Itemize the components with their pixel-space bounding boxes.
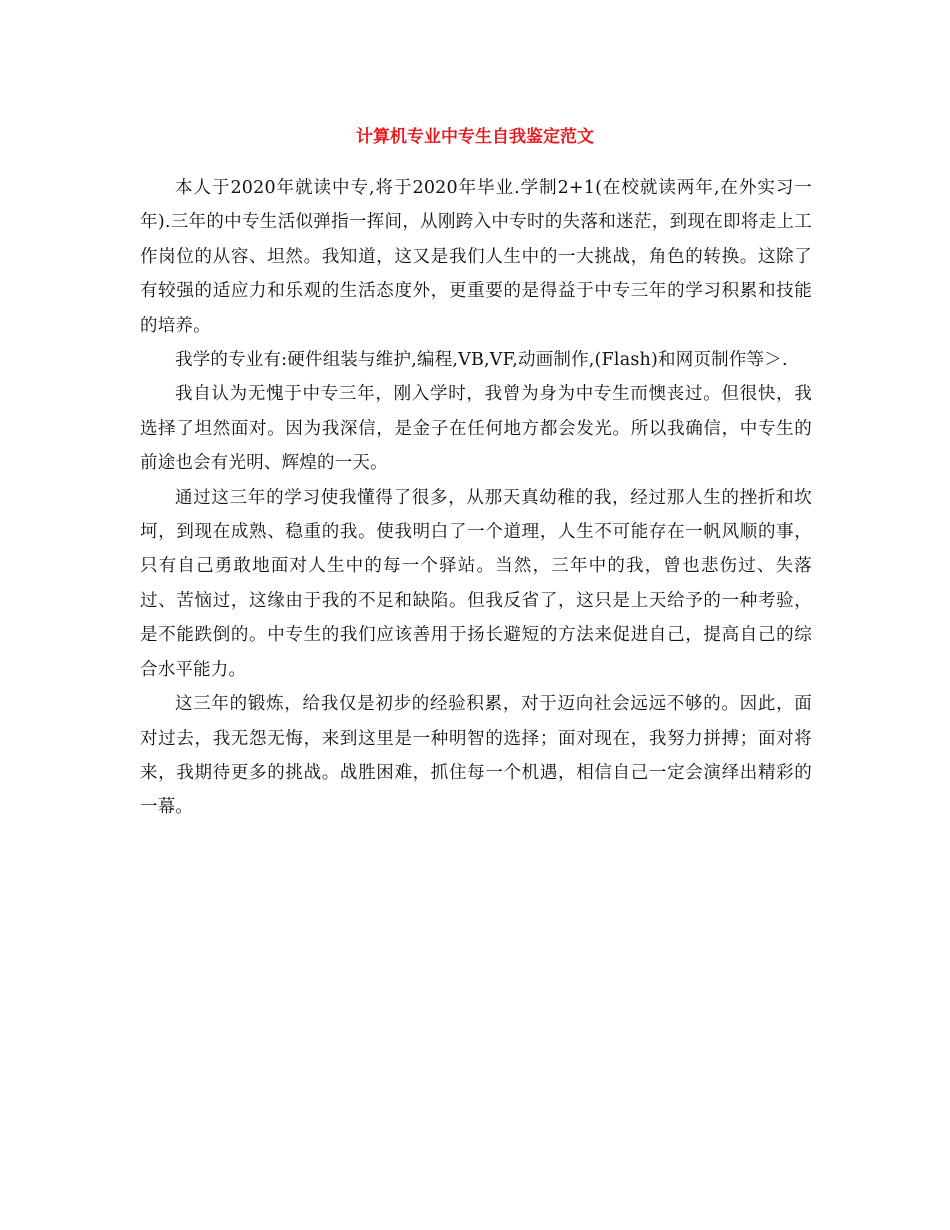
document-title: 计算机专业中专生自我鉴定范文 (356, 127, 594, 147)
document-body (140, 171, 812, 825)
paragraph-intro: 本人于2020年就读中专,将于2020年毕业.学制2+1(在校就读两年,在外实习一年).三年的中专生活似弹指一挥间，从刚跨入中专时的失落和迷茫，到现在即将走上工作岗位的从容、坦然。我知道，这又是我们人生中的一大挑战，角色的转换。这除了有较强的适应力和乐观的生活态度外，更重要的是得益于中专三年的学习积累和技能的培养。 (140, 178, 812, 336)
paragraph-conclusion: 这三年的锻炼，给我仅是初步的经验积累，对于迈向社会远远不够的。因此，面对过去，我无怨无悔，来到这里是一种明智的选择；面对现在，我努力拼搏；面对将来，我期待更多的挑战。战胜困难，抓住每一个机遇，相信自己一定会演绎出精彩的一幕。 (140, 694, 812, 818)
paragraph-self-assessment: 我自认为无愧于中专三年，刚入学时，我曾为身为中专生而懊丧过。但很快，我选择了坦然面对。因为我深信，是金子在任何地方都会发光。所以我确信，中专生的前途也会有光明、辉煌的一天。 (140, 384, 812, 474)
paragraph-growth: 通过这三年的学习使我懂得了很多，从那天真幼稚的我，经过那人生的挫折和坎坷，到现在成熟、稳重的我。使我明白了一个道理，人生不可能存在一帆风顺的事，只有自己勇敢地面对人生中的每一个驿站。当然，三年中的我，曾也悲伤过、失落过、苦恼过，这缘由于我的不足和缺陷。但我反省了，这只是上天给予的一种考验，是不能跌倒的。中专生的我们应该善用于扬长避短的方法来促进自己，提高自己的综合水平能力。 (140, 487, 812, 680)
paragraph-major: 我学的专业有:硬件组装与维护,编程,VB,VF,动画制作,(Flash)和网页制作等＞. (175, 350, 788, 371)
